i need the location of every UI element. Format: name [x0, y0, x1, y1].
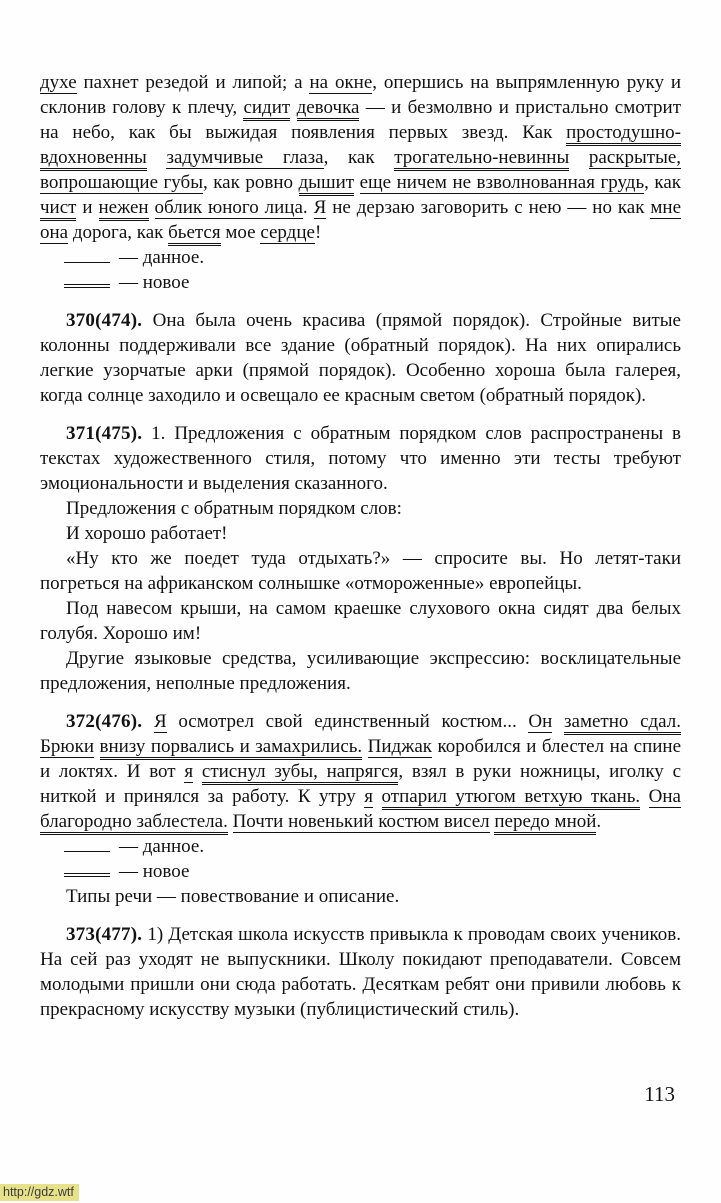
text-segment [228, 811, 233, 832]
underlined-text: передо мной [494, 811, 596, 835]
text-segment [290, 97, 296, 118]
text-segment: , опершись на выпрямленную руку и склонив голову к плечу, [40, 72, 682, 118]
single-underline-sample [64, 248, 110, 263]
text-segment [569, 147, 589, 168]
text-segment: Типы речи — повествование и описание. [66, 886, 400, 907]
text-segment [94, 736, 99, 757]
underlined-text: еще ничем не взволнованная грудь [359, 172, 645, 193]
page-number: 113 [644, 1082, 675, 1106]
underlined-text: Он [528, 711, 553, 732]
text-segment: ! [314, 222, 322, 243]
legend-novoe-1 [40, 270, 681, 295]
text-segment: , взял в руки ножницы, иголку с ниткой и принялся за работу. К утру [40, 761, 681, 807]
exercise-number: 370(474). [66, 310, 143, 331]
underlined-text: отпарил утюгом ветхую ткань. [382, 786, 641, 810]
legend-label: — новое [119, 861, 190, 882]
exercise-number: 372(476). [66, 711, 143, 732]
text-segment [142, 711, 154, 732]
underlined-text: сидит [243, 97, 290, 121]
text-segment: Предложения с обратным порядком слов: [66, 498, 402, 519]
exercise-371-475-p3 [40, 521, 681, 546]
exercise-371-475-p6 [40, 646, 681, 696]
underlined-text: раскрытые, вопрошающие губы [40, 147, 682, 193]
underlined-text: я [364, 786, 374, 807]
underlined-text: трогательно-невинны [394, 147, 569, 171]
underlined-text: Я [153, 711, 167, 732]
underlined-text: девочка [297, 97, 360, 121]
text-segment: , как [323, 147, 395, 168]
text-segment [640, 786, 649, 807]
types-of-speech [40, 884, 681, 909]
underlined-text: Я [313, 197, 327, 218]
text-segment: «Ну кто же поедет туда отдыхать?» — спросите вы. Но летят-таки погреться на африканском солнышке «отмороженные» европейцы. [40, 548, 681, 594]
text-segment [147, 147, 167, 168]
underlined-text: Брюки [40, 736, 95, 757]
text-segment: . [596, 811, 602, 832]
text-segment: осмотрел свой единственный костюм... [166, 711, 529, 732]
underlined-text: сердце [260, 222, 315, 243]
exercise-371-475-p4 [40, 546, 681, 596]
underlined-text: нежен [99, 197, 149, 221]
underlined-text: чист [40, 197, 76, 221]
exercise-number: 373(477). [66, 924, 143, 945]
text-segment: мое [220, 222, 261, 243]
text-segment: , как ровно [202, 172, 299, 193]
text-segment: . [302, 197, 314, 218]
underlined-text: стиснул зубы, напрягся [202, 761, 398, 785]
text-segment: И хорошо работает! [66, 523, 228, 544]
double-underline-sample [64, 270, 110, 288]
exercise-371-475-p1 [40, 421, 681, 496]
text-segment: 1. Предложения с обратным порядком слов распространены в текстах художественного стиля, потому что именно эти тесты требуют эмоциональности и выделения сказанного. [40, 423, 681, 494]
text-segment: и [76, 197, 99, 218]
text-segment: Под навесом крыши, на самом краешке слухового окна сидят два белых голубя. Хорошо им! [40, 598, 681, 644]
text-segment: Другие языковые средства, усиливающие экспрессию: восклицательные предложения, неполные предложения. [40, 648, 681, 694]
legend-label: — данное. [119, 836, 205, 857]
text-segment: Она была очень красива (прямой порядок). Стройные витые колонны поддерживали все здание (обратный порядок). На них опирались легкие узорчатые арки (прямой порядок). Особенно хороша была галерея, когда солнце заходило и освещало ее красным светом (обратный порядок). [40, 310, 681, 406]
text-segment: дорога, как [68, 222, 169, 243]
underlined-text: облик юного лица [154, 197, 303, 218]
underlined-text: бьется [168, 222, 220, 246]
exercise-373-477 [40, 922, 681, 1022]
exercise-number: 371(475). [66, 423, 143, 444]
page-content [40, 70, 681, 1022]
exercise-371-475-p2 [40, 496, 681, 521]
text-segment [552, 711, 564, 732]
underlined-text: мне она [40, 197, 682, 243]
text-segment [362, 736, 367, 757]
underlined-text: Пиджак [367, 736, 433, 757]
underlined-text: на окне [309, 72, 373, 93]
underlined-text: внизу порвались и замахрились. [100, 736, 363, 760]
legend-novoe-2 [40, 859, 681, 884]
exercise-372-476 [40, 709, 681, 834]
underlined-text: духе [40, 72, 77, 93]
legend-dannoe-2 [40, 834, 681, 859]
legend-label: — новое [119, 272, 190, 293]
exercise-371-475-p5 [40, 596, 681, 646]
double-underline-sample [64, 859, 110, 877]
text-segment [193, 761, 202, 782]
text-segment: — и безмолвно и пристально смотрит на небо, как бы выжидая появления первых звезд. Как [40, 97, 682, 143]
text-segment: пахнет резедой и липой; а [76, 72, 310, 93]
underlined-text: задумчивые глаза [166, 147, 324, 168]
text-segment: коробился и блестел на спине и локтях. И вот [40, 736, 682, 782]
underlined-text: Почти новенький костюм висел [232, 811, 490, 832]
single-underline-sample [64, 837, 110, 852]
legend-dannoe-1 [40, 245, 681, 270]
underlined-text: заметно сдал. [564, 711, 681, 735]
underlined-text: Она [648, 786, 681, 807]
text-segment [373, 786, 382, 807]
underlined-text: я [184, 761, 194, 782]
legend-label: — данное. [119, 247, 205, 268]
exercise-370-474 [40, 308, 681, 408]
text-segment [354, 172, 360, 193]
text-segment: 1) Детская школа искусств привыкла к проводам своих учеников. На сей раз уходят не выпускники. Школу покидают преподаватели. Совсем молодыми пришли они сюда работать. Десяткам ребят они привили любовь к прекрасному искусству музыки (публицистический стиль). [40, 924, 681, 1020]
paragraph-continued [40, 70, 681, 245]
underlined-text: благородно заблестела. [40, 811, 228, 835]
watermark-url: http://gdz.wtf [0, 1184, 79, 1201]
underlined-text: дышит [299, 172, 355, 196]
text-segment [149, 197, 155, 218]
underlined-text: простодушно-вдохновенны [40, 122, 681, 171]
text-segment: не дерзаю заговорить с нею — но как [326, 197, 651, 218]
text-segment: , как [644, 172, 681, 193]
